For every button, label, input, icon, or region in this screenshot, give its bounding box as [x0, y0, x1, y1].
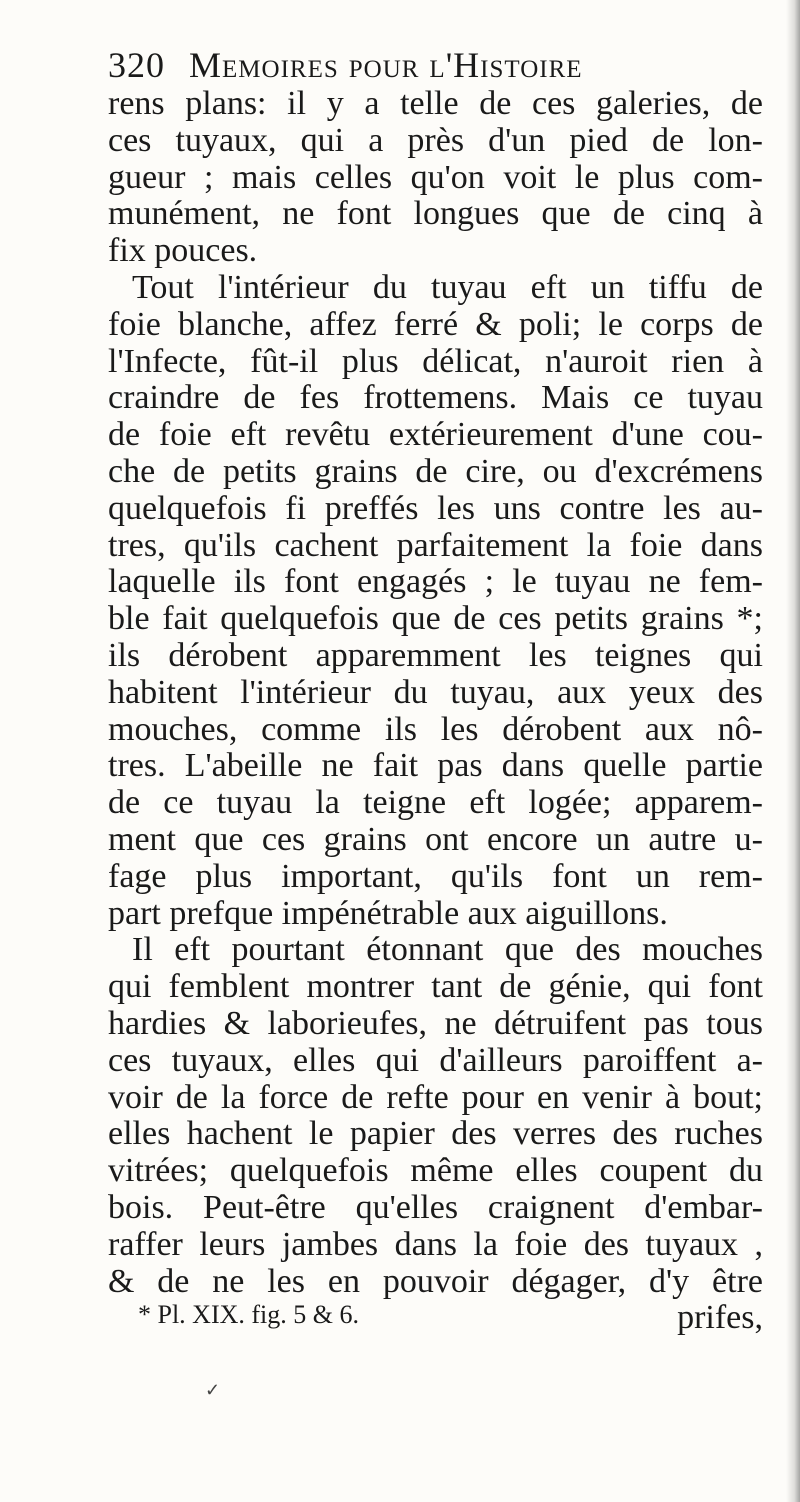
text-line: ces tuyaux, elles qui d'ailleurs paroiffent a-: [108, 1041, 763, 1079]
text-line: gueur ; mais celles qu'on voit le plus com-: [108, 158, 763, 196]
text-line: rens plans: il y a telle de ces galeries, de: [108, 85, 763, 122]
text-line: qui femblent montrer tant de génie, qui font: [108, 968, 763, 1006]
text-line: & de ne les en pouvoir dégager, d'y être: [108, 1262, 763, 1300]
page-edge-shadow: [786, 0, 800, 1502]
text-line: part prefque impénétrable aux aiguillons.: [108, 894, 668, 932]
ink-mark: ✓: [205, 1380, 221, 1401]
text-line: foie blanche, affez ferré & poli; le corps de: [108, 305, 763, 343]
text-line: bois. Peut-être qu'elles craignent d'embar-: [108, 1188, 763, 1226]
text-line: munément, ne font longues que de cinq à: [108, 195, 763, 233]
text-line: Tout l'intérieur du tuyau eft un tiffu de: [132, 268, 763, 306]
text-line: ils dérobent apparemment les teignes qui: [108, 636, 763, 674]
text-line: tres, qu'ils cachent parfaitement la foie dans: [108, 526, 763, 564]
text-line: vitrées; quelquefois même elles coupent du: [108, 1152, 763, 1190]
text-line: fage plus important, qu'ils font un rem-: [108, 857, 763, 895]
text-line: ces tuyaux, qui a près d'un pied de lon-: [108, 121, 763, 159]
text-line: raffer leurs jambes dans la foie des tuyaux ,: [108, 1225, 763, 1263]
running-title: Memoires pour l'Histoire: [189, 45, 583, 85]
text-line: craindre de fes frottemens. Mais ce tuyau: [108, 379, 763, 417]
text-line: ment que ces grains ont encore un autre u-: [108, 820, 763, 858]
text-line: mouches, comme ils les dérobent aux nô-: [108, 710, 763, 748]
text-line: habitent l'intérieur du tuyau, aux yeux des: [108, 673, 763, 711]
text-line: de ce tuyau la teigne eft logée; apparem-: [108, 784, 763, 822]
footnote: * Pl. XIX. fig. 5 & 6.: [138, 1300, 359, 1329]
text-line: de foie eft revêtu extérieurement d'une cou-: [108, 416, 763, 454]
text-line: elles hachent le papier des verres des ruches: [108, 1115, 763, 1153]
text-line: fix pouces.: [108, 232, 258, 270]
text-line: tres. L'abeille ne fait pas dans quelle partie: [108, 747, 763, 785]
text-line: laquelle ils font engagés ; le tuyau ne fem-: [108, 563, 763, 601]
text-line: voir de la force de refte pour en venir à bout;: [108, 1078, 763, 1116]
text-line: l'Infecte, fût-il plus délicat, n'auroit rien à: [108, 342, 763, 380]
catchword: prifes,: [677, 1299, 763, 1337]
page-number: 320: [108, 45, 165, 85]
text-line: hardies & laborieufes, ne détruifent pas tous: [108, 1004, 763, 1042]
text-line: Il eft pourtant étonnant que des mouches: [132, 931, 763, 969]
text-line: quelquefois fi preffés les uns contre les au-: [108, 489, 763, 527]
page-header: [108, 44, 748, 86]
text-line: che de petits grains de cire, ou d'excrémens: [108, 452, 763, 490]
text-line: ble fait quelquefois que de ces petits grains *;: [108, 600, 763, 638]
body-text: [108, 86, 763, 1337]
